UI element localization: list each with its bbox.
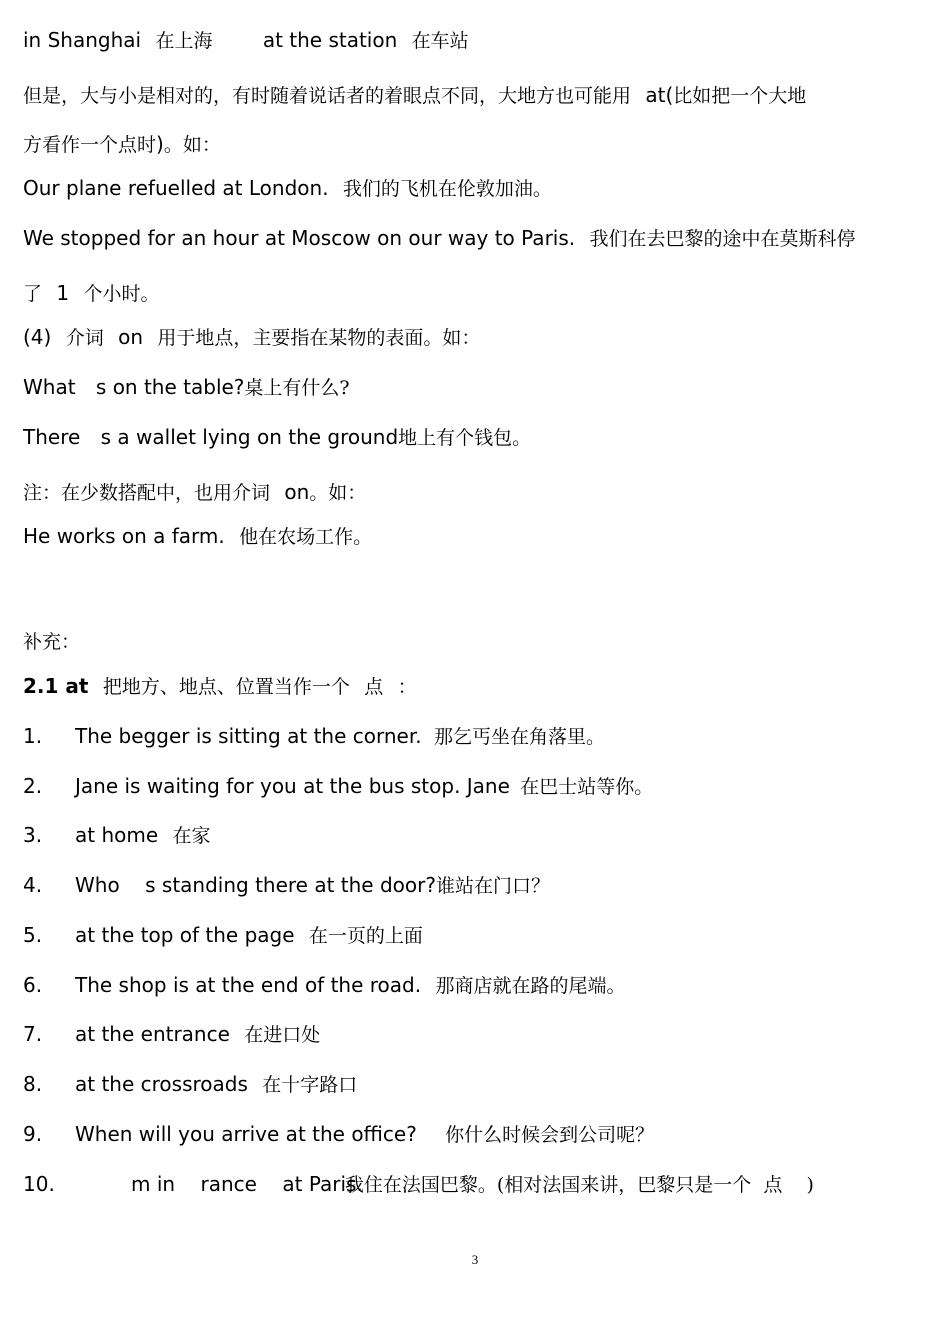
sentence-zh: 在十字路口 — [262, 1074, 358, 1096]
text-en: 1 — [56, 281, 70, 305]
sentence-zh: 那乞丐坐在角落里。 — [433, 726, 605, 748]
line-in-shanghai — [23, 27, 932, 54]
text-en: on — [118, 325, 143, 349]
sentence-zh: 我们的飞机在伦敦加油。 — [342, 178, 552, 200]
list-number: 9. — [23, 1122, 43, 1146]
list-number: 3. — [23, 823, 43, 847]
list-item — [23, 1171, 932, 1198]
list-number: 7. — [23, 1022, 43, 1046]
text-en: on — [284, 480, 310, 504]
list-number: 4. — [23, 873, 43, 897]
sentence-en: When will you arrive at the office? — [75, 1122, 417, 1146]
sentence-en: Who s standing there at the door? — [75, 873, 436, 897]
sentence-en: Our plane refuelled at London. — [23, 176, 329, 200]
list-number: 1. — [23, 724, 43, 748]
sentence-zh: 谁站在门口？ — [435, 875, 550, 897]
sentence-zh: 你什么时候会到公司呢？ — [445, 1124, 655, 1146]
sentence-en: Jane is waiting for you at the bus stop. Jane — [75, 774, 510, 798]
sentence-en: m in rance at Paris. — [131, 1172, 363, 1196]
sentence-en: s a wallet lying on the ground — [100, 425, 399, 449]
list-item — [23, 723, 932, 750]
list-number: 8. — [23, 1072, 43, 1096]
phrase-zh: 在上海 — [155, 30, 213, 52]
example-ground — [23, 424, 932, 451]
text-zh: 注：在少数搭配中，也用介词 — [23, 482, 271, 504]
text-zh: 把地方、地点、位置当作一个 — [102, 676, 350, 698]
phrase-zh: 在车站 — [411, 30, 469, 52]
sentence-en: at the crossroads — [75, 1072, 248, 1096]
text-en: at( — [645, 83, 674, 107]
text-zh: 。如： — [163, 134, 221, 156]
text-zh: 补充： — [23, 631, 81, 653]
sentence-en: at home — [75, 823, 159, 847]
sentence-zh: 在进口处 — [244, 1024, 321, 1046]
sentence-zh: 桌上有什么? — [244, 377, 350, 399]
list-item — [23, 822, 932, 849]
sentence-en: at the top of the page — [75, 923, 295, 947]
text-zh: 了 — [23, 283, 43, 305]
list-item — [23, 972, 932, 999]
text-zh: 介词 — [65, 327, 104, 349]
list-number: 6. — [23, 973, 43, 997]
line-relative-size — [23, 82, 932, 109]
text-zh: 比如把一个大地 — [673, 85, 807, 107]
text-zh: 个小时。 — [83, 283, 160, 305]
section-number: (4) — [23, 325, 52, 349]
section-number: 2.1 at — [23, 674, 89, 698]
text-zh: 方看作一个点时 — [23, 134, 157, 156]
page-number: 3 — [471, 1252, 479, 1267]
text-zh: 点 — [364, 676, 384, 698]
sentence-en: s on the table? — [95, 375, 245, 399]
list-item — [23, 1121, 932, 1148]
sentence-en: He works on a farm. — [23, 524, 225, 548]
sentence-zh: 在一页的上面 — [308, 925, 423, 947]
sentence-en: There — [23, 425, 81, 449]
text-zh: 用于地点，主要指在某物的表面。如： — [157, 327, 481, 349]
list-item — [23, 773, 932, 800]
list-item — [23, 1021, 932, 1048]
section-2-1-heading — [23, 673, 932, 700]
text-zh: ： — [397, 676, 417, 698]
sentence-zh: 我们在去巴黎的途中在莫斯科停 — [589, 228, 856, 250]
list-item — [23, 872, 932, 899]
list-item — [23, 922, 932, 949]
list-number: 10. — [23, 1172, 55, 1196]
sentence-en: The begger is sitting at the corner. — [75, 724, 422, 748]
text-zh: 。如： — [309, 482, 367, 504]
example-farm — [23, 523, 932, 550]
phrase-en: in Shanghai — [23, 28, 142, 52]
list-item — [23, 1071, 932, 1098]
example-table — [23, 374, 932, 401]
text-en: ) — [156, 132, 164, 156]
sentence-zh: 在巴士站等你。 — [520, 776, 654, 798]
sentence-en: What — [23, 375, 76, 399]
example-moscow — [23, 225, 932, 252]
sentence-en: We stopped for an hour at Moscow on our way to Paris. — [23, 226, 576, 250]
example-moscow-cont — [23, 280, 932, 307]
sentence-zh: 他在农场工作。 — [239, 526, 373, 548]
note-line — [23, 479, 932, 506]
text-zh: 但是，大与小是相对的，有时随着说话者的着眼点不同，大地方也可能用 — [23, 85, 632, 107]
list-number: 2. — [23, 774, 43, 798]
sentence-zh: 我住在法国巴黎。(相对法国来讲，巴黎只是一个 点 ) — [344, 1174, 814, 1196]
supplement-heading — [23, 628, 932, 655]
sentence-en: at the entrance — [75, 1022, 230, 1046]
sentence-zh: 那商店就在路的尾端。 — [435, 975, 626, 997]
list-number: 5. — [23, 923, 43, 947]
sentence-en: The shop is at the end of the road. — [75, 973, 422, 997]
section-4-heading — [23, 324, 932, 351]
sentence-zh: 地上有个钱包。 — [398, 427, 532, 449]
sentence-zh: 在家 — [172, 825, 211, 847]
line-as-point — [23, 131, 932, 158]
phrase-en: at the station — [262, 28, 398, 52]
example-london — [23, 175, 932, 202]
